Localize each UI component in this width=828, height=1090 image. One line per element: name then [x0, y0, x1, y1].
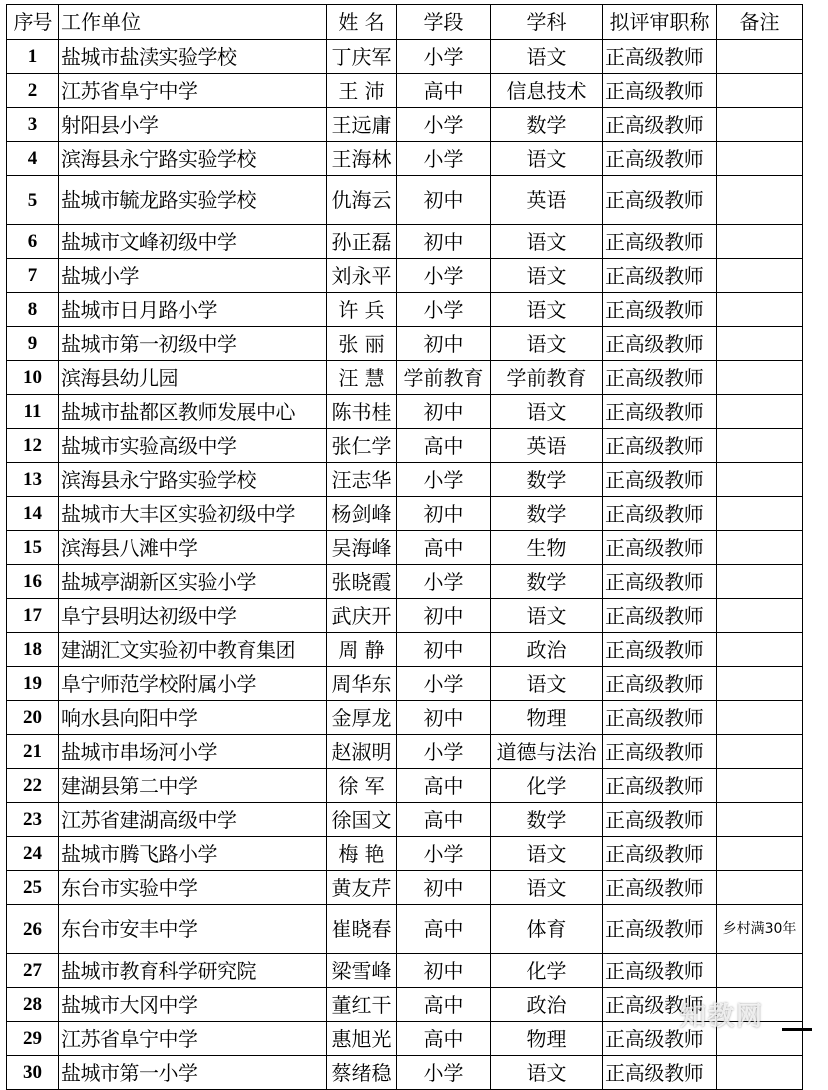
cell-note — [717, 701, 803, 735]
table-row — [7, 40, 803, 74]
cell-unit: 建湖汇文实验初中教育集团 — [59, 633, 327, 667]
cell-name: 赵淑明 — [327, 735, 397, 769]
cell-stage: 小学 — [397, 667, 491, 701]
cell-note — [717, 40, 803, 74]
cell-name: 王远庸 — [327, 108, 397, 142]
cell-title: 正高级教师 — [603, 176, 717, 225]
cell-note — [717, 633, 803, 667]
table-row — [7, 871, 803, 905]
cell-note — [717, 327, 803, 361]
cell-subject: 英语 — [491, 429, 603, 463]
cell-subject: 数学 — [491, 565, 603, 599]
teacher-table — [6, 4, 803, 1090]
cell-stage: 初中 — [397, 871, 491, 905]
cell-stage: 小学 — [397, 142, 491, 176]
cell-name: 仇海云 — [327, 176, 397, 225]
cell-seq: 7 — [7, 259, 59, 293]
table-header-row — [7, 5, 803, 40]
cell-unit: 盐城市第一初级中学 — [59, 327, 327, 361]
cell-seq: 23 — [7, 803, 59, 837]
cell-subject: 数学 — [491, 497, 603, 531]
table-row — [7, 74, 803, 108]
cell-seq: 3 — [7, 108, 59, 142]
cell-stage: 小学 — [397, 565, 491, 599]
cell-seq: 11 — [7, 395, 59, 429]
cell-stage: 高中 — [397, 531, 491, 565]
cell-note — [717, 497, 803, 531]
cell-note — [717, 954, 803, 988]
cell-stage: 小学 — [397, 40, 491, 74]
cell-name: 崔晓春 — [327, 905, 397, 954]
cell-name: 梁雪峰 — [327, 954, 397, 988]
cell-title: 正高级教师 — [603, 225, 717, 259]
cell-title: 正高级教师 — [603, 988, 717, 1022]
cell-unit: 盐城市第一小学 — [59, 1056, 327, 1090]
header-seq: 序号 — [7, 5, 59, 40]
table-row — [7, 225, 803, 259]
table-row — [7, 565, 803, 599]
cell-unit: 盐城市大丰区实验初级中学 — [59, 497, 327, 531]
table-row — [7, 837, 803, 871]
table-row — [7, 633, 803, 667]
header-stage: 学段 — [397, 5, 491, 40]
cell-seq: 21 — [7, 735, 59, 769]
cell-note — [717, 108, 803, 142]
cell-unit: 盐城市腾飞路小学 — [59, 837, 327, 871]
cell-title: 正高级教师 — [603, 701, 717, 735]
cell-unit: 盐城市实验高级中学 — [59, 429, 327, 463]
cell-seq: 17 — [7, 599, 59, 633]
cell-seq: 16 — [7, 565, 59, 599]
cell-title: 正高级教师 — [603, 871, 717, 905]
cell-unit: 盐城市大冈中学 — [59, 988, 327, 1022]
table-row — [7, 108, 803, 142]
cell-seq: 12 — [7, 429, 59, 463]
cell-title: 正高级教师 — [603, 395, 717, 429]
cell-note — [717, 565, 803, 599]
cell-title: 正高级教师 — [603, 803, 717, 837]
cell-stage: 初中 — [397, 327, 491, 361]
cell-title: 正高级教师 — [603, 74, 717, 108]
cell-title: 正高级教师 — [603, 769, 717, 803]
cell-name: 董红干 — [327, 988, 397, 1022]
cell-note — [717, 225, 803, 259]
cell-seq: 8 — [7, 293, 59, 327]
cell-unit: 东台市安丰中学 — [59, 905, 327, 954]
cell-note — [717, 395, 803, 429]
cell-stage: 小学 — [397, 293, 491, 327]
table-row — [7, 463, 803, 497]
cell-subject: 语文 — [491, 837, 603, 871]
cell-seq: 26 — [7, 905, 59, 954]
cell-note — [717, 599, 803, 633]
cell-stage: 高中 — [397, 803, 491, 837]
table-row — [7, 176, 803, 225]
cell-stage: 初中 — [397, 395, 491, 429]
teacher-list-sheet — [6, 4, 803, 1090]
cell-note — [717, 871, 803, 905]
cell-name: 梅 艳 — [327, 837, 397, 871]
cell-subject: 数学 — [491, 803, 603, 837]
cell-unit: 东台市实验中学 — [59, 871, 327, 905]
cell-subject: 物理 — [491, 701, 603, 735]
cell-name: 周 静 — [327, 633, 397, 667]
cell-name: 蔡绪稳 — [327, 1056, 397, 1090]
cell-name: 惠旭光 — [327, 1022, 397, 1056]
table-row — [7, 497, 803, 531]
cell-name: 金厚龙 — [327, 701, 397, 735]
cell-stage: 学前教育 — [397, 361, 491, 395]
cell-seq: 20 — [7, 701, 59, 735]
cell-name: 武庆开 — [327, 599, 397, 633]
cell-note — [717, 531, 803, 565]
table-body — [7, 40, 803, 1090]
cell-unit: 盐城市盐渎实验学校 — [59, 40, 327, 74]
cell-unit: 滨海县幼儿园 — [59, 361, 327, 395]
cell-note — [717, 293, 803, 327]
cell-note: 乡村满30年 — [717, 905, 803, 954]
table-row — [7, 735, 803, 769]
cell-title: 正高级教师 — [603, 954, 717, 988]
header-name: 姓 名 — [327, 5, 397, 40]
cell-name: 汪 慧 — [327, 361, 397, 395]
cell-note — [717, 361, 803, 395]
cell-title: 正高级教师 — [603, 293, 717, 327]
cell-unit: 建湖县第二中学 — [59, 769, 327, 803]
cell-seq: 4 — [7, 142, 59, 176]
cell-stage: 高中 — [397, 1022, 491, 1056]
cell-unit: 盐城市教育科学研究院 — [59, 954, 327, 988]
cell-note — [717, 735, 803, 769]
table-row — [7, 905, 803, 954]
cell-unit: 滨海县永宁路实验学校 — [59, 142, 327, 176]
cell-stage: 初中 — [397, 176, 491, 225]
cell-name: 许 兵 — [327, 293, 397, 327]
cell-subject: 化学 — [491, 769, 603, 803]
cell-unit: 盐城小学 — [59, 259, 327, 293]
cell-name: 张晓霞 — [327, 565, 397, 599]
cell-seq: 30 — [7, 1056, 59, 1090]
cell-stage: 初中 — [397, 633, 491, 667]
cell-title: 正高级教师 — [603, 108, 717, 142]
cell-subject: 政治 — [491, 633, 603, 667]
cell-subject: 语文 — [491, 327, 603, 361]
cell-seq: 9 — [7, 327, 59, 361]
cell-stage: 高中 — [397, 769, 491, 803]
cell-stage: 高中 — [397, 988, 491, 1022]
cell-note — [717, 74, 803, 108]
cell-note — [717, 837, 803, 871]
header-note: 备注 — [717, 5, 803, 40]
cell-title: 正高级教师 — [603, 667, 717, 701]
table-row — [7, 599, 803, 633]
cell-note — [717, 1022, 803, 1056]
cell-seq: 25 — [7, 871, 59, 905]
cell-unit: 盐城市文峰初级中学 — [59, 225, 327, 259]
cell-stage: 小学 — [397, 1056, 491, 1090]
table-row — [7, 293, 803, 327]
cell-title: 正高级教师 — [603, 327, 717, 361]
cell-name: 王海林 — [327, 142, 397, 176]
cell-subject: 语文 — [491, 1056, 603, 1090]
cell-stage: 初中 — [397, 954, 491, 988]
cell-name: 丁庆军 — [327, 40, 397, 74]
cell-name: 吴海峰 — [327, 531, 397, 565]
cell-note — [717, 988, 803, 1022]
cell-unit: 盐城市毓龙路实验学校 — [59, 176, 327, 225]
cell-unit: 射阳县小学 — [59, 108, 327, 142]
cell-stage: 初中 — [397, 225, 491, 259]
table-row — [7, 954, 803, 988]
cell-stage: 小学 — [397, 108, 491, 142]
cell-subject: 语文 — [491, 395, 603, 429]
cell-note — [717, 176, 803, 225]
cell-note — [717, 803, 803, 837]
cell-note — [717, 769, 803, 803]
cell-title: 正高级教师 — [603, 905, 717, 954]
cell-name: 杨剑峰 — [327, 497, 397, 531]
cell-name: 陈书桂 — [327, 395, 397, 429]
cell-subject: 数学 — [491, 463, 603, 497]
table-row — [7, 429, 803, 463]
cell-seq: 18 — [7, 633, 59, 667]
cell-unit: 江苏省建湖高级中学 — [59, 803, 327, 837]
cell-subject: 生物 — [491, 531, 603, 565]
table-row — [7, 395, 803, 429]
watermark-logo: 知教网 — [680, 1002, 765, 1032]
cell-unit: 响水县向阳中学 — [59, 701, 327, 735]
cell-title: 正高级教师 — [603, 429, 717, 463]
cell-title: 正高级教师 — [603, 259, 717, 293]
cell-title: 正高级教师 — [603, 142, 717, 176]
cell-title: 正高级教师 — [603, 463, 717, 497]
cell-note — [717, 142, 803, 176]
cell-seq: 5 — [7, 176, 59, 225]
cell-subject: 语文 — [491, 225, 603, 259]
cell-seq: 29 — [7, 1022, 59, 1056]
cell-unit: 盐城市串场河小学 — [59, 735, 327, 769]
cell-name: 王 沛 — [327, 74, 397, 108]
cell-subject: 物理 — [491, 1022, 603, 1056]
cell-seq: 28 — [7, 988, 59, 1022]
cell-unit: 盐城市盐都区教师发展中心 — [59, 395, 327, 429]
cell-seq: 15 — [7, 531, 59, 565]
cell-subject: 化学 — [491, 954, 603, 988]
cell-seq: 13 — [7, 463, 59, 497]
cell-name: 张 丽 — [327, 327, 397, 361]
cell-stage: 高中 — [397, 429, 491, 463]
cell-unit: 滨海县八滩中学 — [59, 531, 327, 565]
cell-subject: 语文 — [491, 293, 603, 327]
cell-stage: 高中 — [397, 74, 491, 108]
cell-name: 徐国文 — [327, 803, 397, 837]
cell-stage: 初中 — [397, 599, 491, 633]
cell-stage: 小学 — [397, 463, 491, 497]
cell-seq: 2 — [7, 74, 59, 108]
cell-unit: 阜宁县明达初级中学 — [59, 599, 327, 633]
table-row — [7, 988, 803, 1022]
table-row — [7, 1022, 803, 1056]
header-unit: 工作单位 — [59, 5, 327, 40]
cell-subject: 数学 — [491, 108, 603, 142]
cell-seq: 24 — [7, 837, 59, 871]
cell-title: 正高级教师 — [603, 735, 717, 769]
header-subject: 学科 — [491, 5, 603, 40]
table-row — [7, 531, 803, 565]
cell-stage: 小学 — [397, 735, 491, 769]
cell-title: 正高级教师 — [603, 40, 717, 74]
cell-stage: 小学 — [397, 259, 491, 293]
cell-name: 刘永平 — [327, 259, 397, 293]
cell-unit: 滨海县永宁路实验学校 — [59, 463, 327, 497]
table-row — [7, 259, 803, 293]
table-row — [7, 327, 803, 361]
cell-subject: 体育 — [491, 905, 603, 954]
cell-title: 正高级教师 — [603, 837, 717, 871]
table-row — [7, 667, 803, 701]
cell-unit: 江苏省阜宁中学 — [59, 74, 327, 108]
cell-subject: 信息技术 — [491, 74, 603, 108]
cell-subject: 道德与法治 — [491, 735, 603, 769]
cell-seq: 6 — [7, 225, 59, 259]
cell-name: 孙正磊 — [327, 225, 397, 259]
cell-stage: 高中 — [397, 905, 491, 954]
cell-note — [717, 429, 803, 463]
cell-unit: 阜宁师范学校附属小学 — [59, 667, 327, 701]
cell-stage: 初中 — [397, 701, 491, 735]
cell-subject: 英语 — [491, 176, 603, 225]
cell-title: 正高级教师 — [603, 497, 717, 531]
cell-stage: 初中 — [397, 497, 491, 531]
cell-stage: 小学 — [397, 837, 491, 871]
cell-unit: 盐城亭湖新区实验小学 — [59, 565, 327, 599]
cell-subject: 语文 — [491, 667, 603, 701]
cell-seq: 22 — [7, 769, 59, 803]
cell-subject: 语文 — [491, 142, 603, 176]
cell-subject: 语文 — [491, 871, 603, 905]
cell-seq: 14 — [7, 497, 59, 531]
cell-name: 周华东 — [327, 667, 397, 701]
cell-unit: 江苏省阜宁中学 — [59, 1022, 327, 1056]
table-row — [7, 769, 803, 803]
table-row — [7, 803, 803, 837]
cell-seq: 10 — [7, 361, 59, 395]
cell-title: 正高级教师 — [603, 599, 717, 633]
cell-name: 黄友芹 — [327, 871, 397, 905]
cell-title: 正高级教师 — [603, 361, 717, 395]
cell-subject: 学前教育 — [491, 361, 603, 395]
cell-name: 汪志华 — [327, 463, 397, 497]
header-title: 拟评审职称 — [603, 5, 717, 40]
cell-name: 张仁学 — [327, 429, 397, 463]
table-row — [7, 142, 803, 176]
cell-unit: 盐城市日月路小学 — [59, 293, 327, 327]
cell-seq: 19 — [7, 667, 59, 701]
cell-name: 徐 军 — [327, 769, 397, 803]
cell-seq: 27 — [7, 954, 59, 988]
cell-note — [717, 667, 803, 701]
cell-subject: 语文 — [491, 40, 603, 74]
cell-seq: 1 — [7, 40, 59, 74]
cell-title: 正高级教师 — [603, 1022, 717, 1056]
table-row — [7, 361, 803, 395]
cell-note — [717, 259, 803, 293]
cell-subject: 语文 — [491, 259, 603, 293]
cell-note — [717, 463, 803, 497]
cell-title: 正高级教师 — [603, 565, 717, 599]
cell-title: 正高级教师 — [603, 633, 717, 667]
cell-title: 正高级教师 — [603, 1056, 717, 1090]
cell-subject: 语文 — [491, 599, 603, 633]
table-row — [7, 701, 803, 735]
cell-subject: 政治 — [491, 988, 603, 1022]
cell-title: 正高级教师 — [603, 531, 717, 565]
